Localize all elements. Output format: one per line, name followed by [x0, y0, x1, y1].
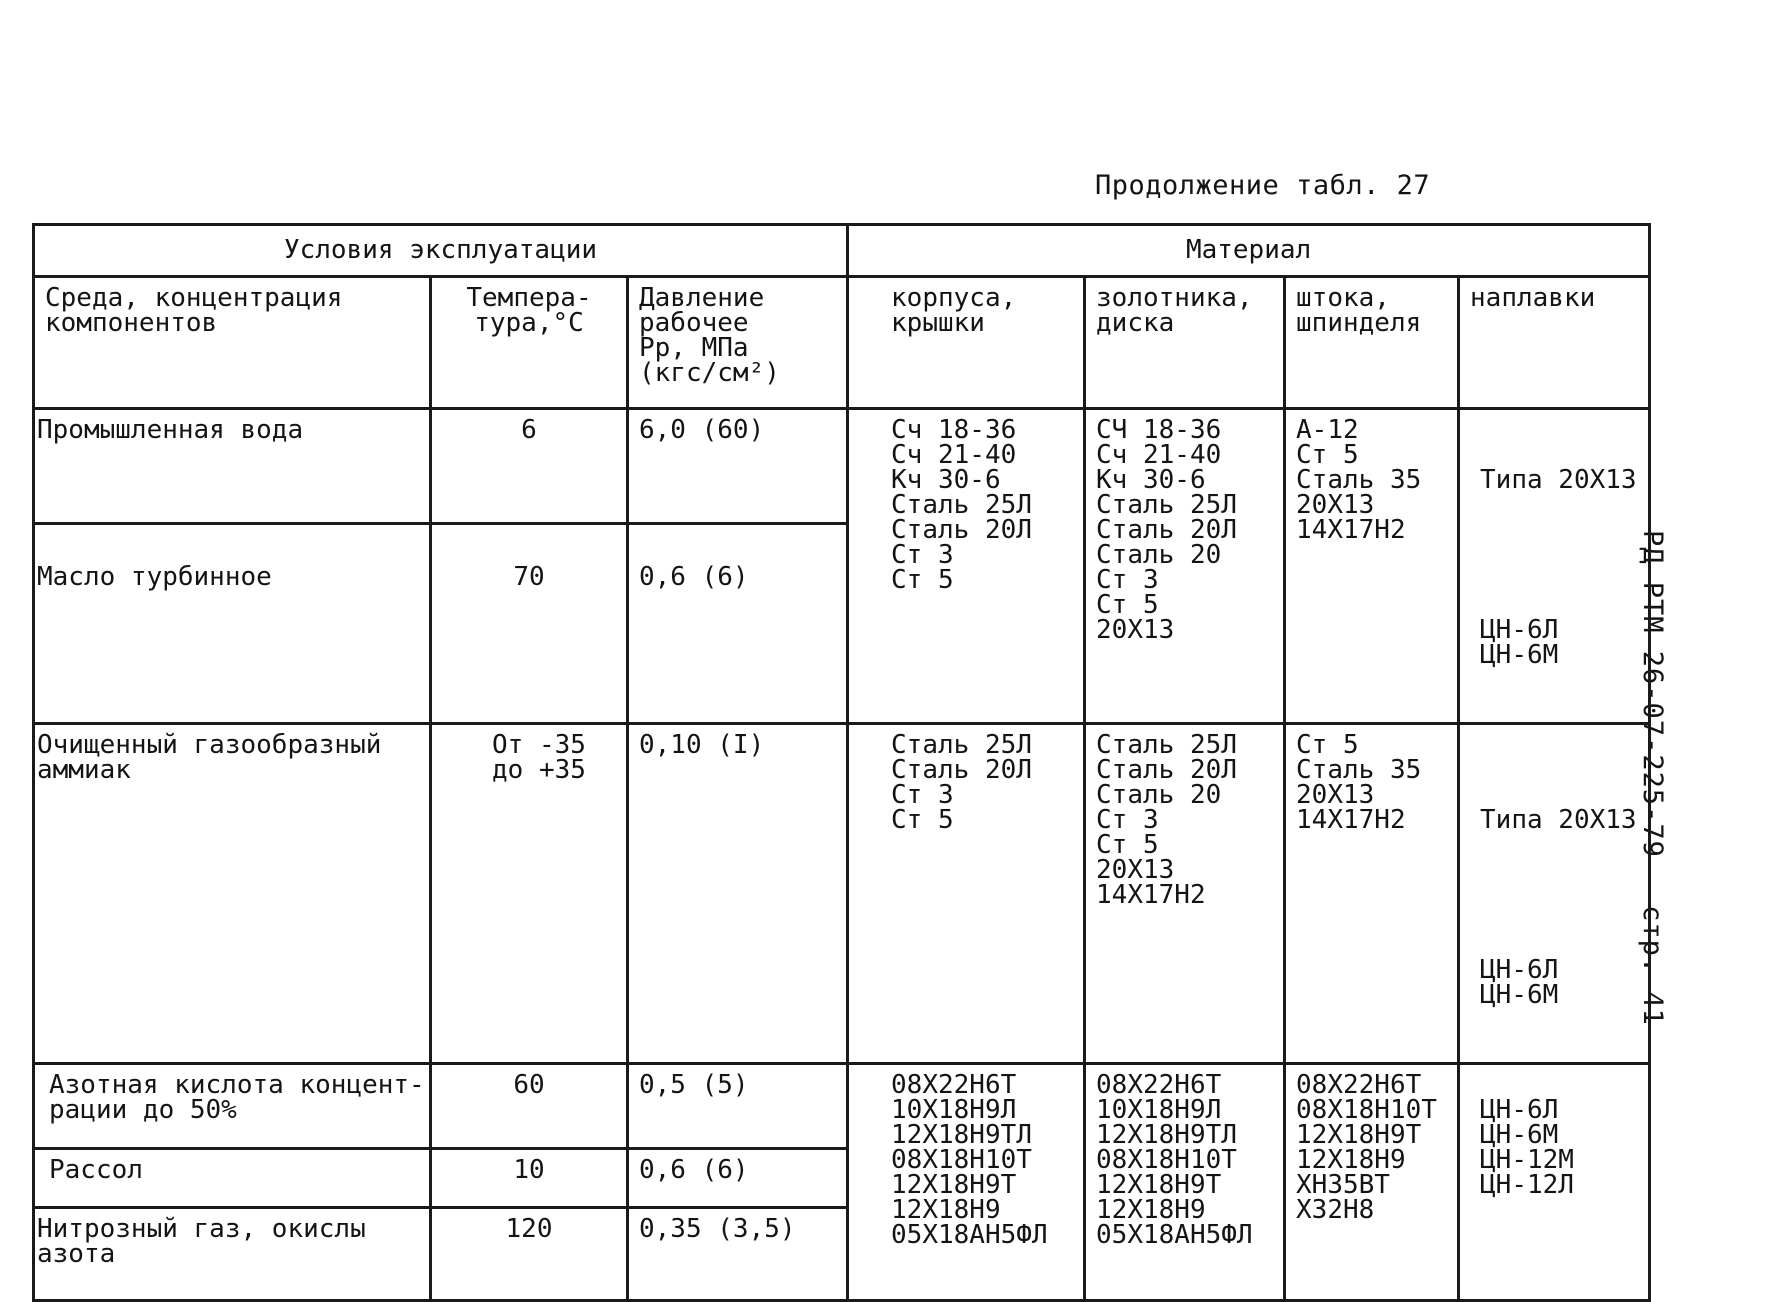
overlay-list: ЦН-6Л ЦН-6М — [1480, 615, 1559, 670]
pressure-cell: 0,35 (3,5) — [628, 1208, 848, 1301]
pressure-cell: 0,5 (5) — [628, 1064, 848, 1149]
medium-cell: Азотная кислота концент- рации до 50% — [34, 1064, 431, 1149]
medium-cell: Масло турбинное — [34, 523, 431, 723]
disc-material-cell: 08Х22Н6Т 10Х18Н9Л 12Х18Н9ТЛ 08Х18Н10Т 12Х18Н9Т 12Х18Н9 05Х18АН5ФЛ — [1085, 1064, 1285, 1301]
temperature-cell: 120 — [431, 1208, 628, 1301]
header-stem: штока, шпинделя — [1285, 277, 1459, 409]
header-overlay: наплавки — [1459, 277, 1650, 409]
disc-material-cell: Сталь 25Л Сталь 20Л Сталь 20 Ст 3 Ст 5 20Х13 14Х17Н2 — [1085, 724, 1285, 1064]
header-pressure: Давление рабочее Рр, МПа (кгс/см²) — [628, 277, 848, 409]
header-medium: Среда, концентрация компонентов — [34, 277, 431, 409]
body-material-cell: Сч 18-36 Сч 21-40 Кч 30-6 Сталь 25Л Сталь 20Л Ст 3 Ст 5 — [848, 409, 1085, 724]
temperature-cell: 10 — [431, 1149, 628, 1208]
header-material: Материал — [848, 225, 1650, 277]
temperature-cell: 60 — [431, 1064, 628, 1149]
overlay-list: ЦН-6Л ЦН-6М — [1480, 955, 1559, 1010]
overlay-type: Типа 20Х13 — [1480, 805, 1637, 835]
header-disc: золотника, диска — [1085, 277, 1285, 409]
medium-cell: Нитрозный газ, окислы азота — [34, 1208, 431, 1301]
operating-conditions-table — [32, 223, 1651, 1302]
pressure-cell: 0,10 (I) — [628, 724, 848, 1064]
temperature-cell: 6 — [431, 409, 628, 524]
body-material-cell: Сталь 25Л Сталь 20Л Ст 3 Ст 5 — [848, 724, 1085, 1064]
header-body: корпуса, крышки — [848, 277, 1085, 409]
stem-material-cell: А-12 Ст 5 Сталь 35 20Х13 14Х17Н2 — [1285, 409, 1459, 724]
pressure-cell: 0,6 (6) — [628, 523, 848, 723]
medium-cell: Рассол — [34, 1149, 431, 1208]
stem-material-cell: Ст 5 Сталь 35 20Х13 14Х17Н2 — [1285, 724, 1459, 1064]
table-row — [34, 724, 1650, 1064]
table-row — [34, 1064, 1650, 1149]
disc-material-cell: СЧ 18-36 Сч 21-40 Кч 30-6 Сталь 25Л Сталь 20Л Сталь 20 Ст 3 Ст 5 20Х13 — [1085, 409, 1285, 724]
temperature-cell: 70 — [431, 523, 628, 723]
table-caption: Продолжение табл. 27 — [1095, 170, 1431, 201]
document-code: РД РТМ 26-07-225-79 — [1637, 530, 1668, 858]
body-material-cell: 08Х22Н6Т 10Х18Н9Л 12Х18Н9ТЛ 08Х18Н10Т 12Х18Н9Т 12Х18Н9 05Х18АН5ФЛ — [848, 1064, 1085, 1301]
medium-cell: Промышленная вода — [34, 409, 431, 524]
medium-cell: Очищенный газообразный аммиак — [34, 724, 431, 1064]
header-conditions: Условия эксплуатации — [34, 225, 848, 277]
table-row — [34, 409, 1650, 524]
pressure-cell: 0,6 (6) — [628, 1149, 848, 1208]
overlay-material-cell — [1459, 409, 1650, 724]
overlay-type: Типа 20Х13 — [1480, 465, 1637, 495]
overlay-material-cell: ЦН-6Л ЦН-6М ЦН-12М ЦН-12Л — [1459, 1064, 1650, 1301]
overlay-material-cell — [1459, 724, 1650, 1064]
temperature-cell: От -35 до +35 — [431, 724, 628, 1064]
pressure-cell: 6,0 (60) — [628, 409, 848, 524]
stem-material-cell: 08Х22Н6Т 08Х18Н10Т 12Х18Н9Т 12Х18Н9 ХН35ВТ Х32Н8 — [1285, 1064, 1459, 1301]
page-number: стр. 41 — [1637, 905, 1668, 1026]
header-temperature: Темпера- тура,°С — [431, 277, 628, 409]
